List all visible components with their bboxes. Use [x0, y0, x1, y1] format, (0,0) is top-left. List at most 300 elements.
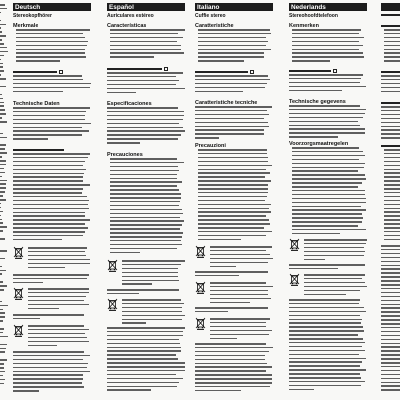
next-partial-column: [381, 0, 400, 400]
text-line: [13, 278, 87, 280]
text-line: [0, 371, 5, 373]
text-line: [0, 98, 3, 100]
text-line: [107, 138, 178, 140]
text-line: [384, 200, 400, 202]
text-line: [195, 311, 228, 313]
logo-icon: [333, 69, 337, 73]
text-line: [13, 165, 83, 167]
text-line: [292, 41, 359, 43]
text-line: [381, 284, 400, 286]
text-line: [0, 59, 1, 61]
text-line: [198, 49, 271, 51]
text-line: [110, 33, 178, 35]
text-line: [107, 88, 185, 90]
section-heading-placeholder: [107, 68, 162, 71]
crossed-bin-icon: [13, 246, 24, 259]
text-line: [0, 160, 6, 162]
text-line: [13, 87, 90, 89]
text-line: [122, 280, 179, 282]
text-line: [289, 311, 366, 313]
text-line: [384, 49, 400, 51]
text-line: [13, 107, 90, 109]
text-line: [110, 201, 180, 203]
text-line: [384, 29, 400, 31]
text-line: [110, 181, 182, 183]
text-line: [0, 383, 4, 385]
nederlands-column-content: [289, 0, 367, 400]
section-heading-placeholder: [13, 149, 64, 152]
text-line: [28, 292, 89, 294]
text-line: [381, 350, 400, 352]
text-line: [13, 359, 83, 361]
text-line: [210, 318, 270, 320]
text-line: [122, 299, 181, 301]
text-line: [198, 172, 270, 174]
crossed-bin-icon: [107, 298, 118, 311]
language-label: Deutsch: [15, 3, 41, 11]
text-line: [384, 227, 400, 229]
language-header-bar: [289, 3, 367, 11]
text-line: [289, 381, 365, 383]
text-line: [210, 282, 266, 284]
text-line: [0, 35, 6, 37]
text-line: [210, 298, 271, 300]
text-line: [122, 303, 184, 305]
product-subtitle: Cuffie stereo: [195, 12, 226, 19]
text-line: [0, 211, 3, 213]
text-line: [289, 346, 362, 348]
text-line: [289, 319, 362, 321]
text-line: [0, 273, 2, 275]
text-line: [195, 275, 239, 277]
text-line: [304, 239, 367, 241]
text-line: [107, 382, 179, 384]
text-line: [107, 362, 185, 364]
text-line: [0, 336, 8, 338]
text-line: [107, 350, 181, 352]
text-line: [122, 311, 182, 313]
text-line: [381, 366, 400, 368]
text-line: [381, 126, 400, 128]
text-line: [28, 300, 84, 302]
text-line: [384, 60, 400, 62]
text-line: [13, 235, 83, 237]
text-line: [16, 33, 83, 35]
text-line: [292, 233, 340, 235]
text-line: [384, 219, 400, 221]
text-line: [107, 127, 183, 129]
text-line: [292, 190, 365, 192]
text-line: [0, 121, 7, 123]
text-line: [198, 149, 267, 151]
text-line: [0, 266, 2, 268]
text-line: [304, 243, 366, 245]
text-line: [292, 147, 359, 149]
text-line: [289, 377, 361, 379]
text-line: [16, 56, 86, 58]
text-line: [381, 249, 400, 251]
text-line: [122, 268, 178, 270]
text-line: [13, 157, 88, 159]
text-line: [110, 197, 181, 199]
text-line: [289, 78, 361, 80]
text-line: [107, 134, 181, 136]
text-line: [384, 33, 400, 35]
text-line: [110, 29, 185, 31]
text-line: [0, 4, 5, 6]
text-line: [107, 354, 176, 356]
text-line: [13, 239, 62, 241]
text-line: [195, 129, 264, 131]
text-line: [28, 251, 85, 253]
precautions-heading: Precauciones: [107, 152, 143, 158]
text-line: [13, 173, 84, 175]
text-line: [289, 117, 363, 119]
text-line: [0, 222, 3, 224]
text-line: [0, 332, 3, 334]
text-line: [107, 107, 178, 109]
text-line: [107, 389, 151, 391]
section-heading-placeholder: [381, 102, 400, 105]
text-line: [0, 144, 6, 146]
text-line: [0, 113, 6, 115]
text-line: [107, 370, 185, 372]
text-line: [289, 365, 360, 367]
text-line: [110, 174, 177, 176]
text-line: [107, 115, 184, 117]
text-line: [122, 307, 182, 309]
text-line: [384, 161, 400, 163]
text-line: [292, 194, 365, 196]
text-line: [384, 184, 400, 186]
text-line: [195, 106, 272, 108]
text-line: [195, 126, 269, 128]
text-line: [0, 203, 1, 205]
text-line: [107, 84, 176, 86]
text-line: [0, 219, 2, 221]
text-line: [289, 132, 365, 134]
text-line: [0, 230, 3, 232]
text-line: [28, 337, 87, 339]
text-line: [107, 130, 185, 132]
text-line: [13, 378, 83, 380]
text-line: [198, 184, 268, 186]
text-line: [198, 235, 266, 237]
text-line: [110, 228, 180, 230]
text-line: [0, 316, 5, 318]
text-line: [0, 105, 4, 107]
precautions-heading: Voorzorgsmaatregelen: [289, 141, 349, 147]
text-line: [0, 379, 5, 381]
text-line: [0, 359, 7, 361]
text-line: [381, 253, 400, 255]
text-line: [28, 255, 86, 257]
text-line: [16, 37, 85, 39]
text-line: [13, 371, 90, 373]
text-line: [304, 286, 367, 288]
text-line: [0, 74, 1, 76]
text-line: [0, 117, 2, 119]
text-line: [289, 90, 342, 92]
text-line: [384, 231, 400, 233]
text-line: [381, 323, 400, 325]
text-line: [384, 239, 400, 241]
text-line: [107, 343, 180, 345]
text-line: [292, 33, 359, 35]
features-heading: Merkmale: [13, 23, 39, 29]
text-line: [381, 346, 400, 348]
text-line: [289, 125, 360, 127]
text-line: [0, 285, 7, 287]
text-line: [0, 195, 3, 197]
text-line: [195, 91, 243, 93]
text-line: [0, 109, 5, 111]
text-line: [13, 127, 82, 129]
crossed-bin-icon: [195, 245, 206, 258]
text-line: [107, 331, 183, 333]
text-line: [292, 45, 363, 47]
text-line: [195, 343, 266, 345]
text-line: [28, 296, 86, 298]
text-line: [13, 219, 90, 221]
espanol-column: [107, 0, 185, 400]
text-line: [13, 153, 90, 155]
text-line: [381, 331, 400, 333]
text-line: [198, 227, 264, 229]
text-line: [289, 361, 362, 363]
text-line: [384, 37, 400, 39]
text-line: [195, 114, 269, 116]
text-line: [304, 259, 325, 261]
text-line: [304, 274, 365, 276]
text-line: [304, 294, 346, 296]
text-line: [198, 37, 266, 39]
text-line: [381, 133, 400, 135]
text-line: [122, 276, 178, 278]
text-line: [381, 91, 400, 93]
language-label: Español: [109, 3, 134, 11]
text-line: [122, 264, 181, 266]
text-line: [0, 281, 3, 283]
text-line: [0, 180, 7, 182]
text-line: [198, 223, 270, 225]
text-line: [13, 188, 83, 190]
language-label: Italiano: [197, 3, 220, 11]
text-line: [381, 261, 400, 263]
text-line: [0, 137, 7, 139]
italiano-column-content: [195, 0, 273, 400]
crossed-bin-icon: [289, 273, 300, 286]
text-line: [289, 369, 366, 371]
features-heading: Características: [107, 23, 147, 29]
text-line: [13, 123, 91, 125]
product-subtitle: Stereohoofdtelefoon: [289, 12, 338, 19]
text-line: [0, 191, 5, 193]
text-line: [195, 307, 268, 309]
text-line: [16, 29, 90, 31]
text-line: [0, 301, 2, 303]
text-line: [13, 274, 89, 276]
next-partial-column-content: [381, 0, 400, 400]
text-line: [198, 192, 268, 194]
text-line: [210, 250, 266, 252]
text-line: [289, 350, 365, 352]
text-line: [16, 45, 87, 47]
text-line: [198, 33, 271, 35]
text-line: [384, 41, 400, 43]
text-line: [198, 29, 270, 31]
text-line: [198, 165, 272, 167]
text-line: [210, 330, 272, 332]
text-line: [107, 72, 183, 74]
text-line: [198, 204, 271, 206]
text-line: [0, 70, 4, 72]
text-line: [107, 289, 179, 291]
text-line: [381, 374, 400, 376]
text-line: [0, 148, 5, 150]
text-line: [110, 162, 184, 164]
text-line: [13, 192, 82, 194]
text-line: [107, 339, 179, 341]
text-line: [13, 374, 83, 376]
text-line: [110, 224, 182, 226]
text-line: [107, 374, 176, 376]
text-line: [28, 308, 59, 310]
text-line: [381, 319, 400, 321]
text-line: [122, 260, 185, 262]
text-line: [292, 229, 366, 231]
product-subtitle: Auriculares estéreo: [107, 12, 154, 19]
text-line: [292, 217, 363, 219]
text-line: [28, 247, 87, 249]
section-heading-placeholder: [381, 71, 400, 74]
text-line: [13, 215, 85, 217]
text-line: [195, 133, 264, 135]
text-line: [195, 366, 272, 368]
text-line: [0, 289, 4, 291]
text-line: [110, 158, 177, 160]
text-line: [195, 374, 272, 376]
text-line: [381, 118, 400, 120]
text-line: [195, 118, 264, 120]
text-line: [381, 280, 400, 282]
text-line: [195, 382, 272, 384]
text-line: [292, 225, 358, 227]
text-line: [107, 378, 183, 380]
crossed-bin-icon: [13, 287, 24, 300]
text-line: [195, 122, 268, 124]
text-line: [384, 215, 400, 217]
text-line: [292, 198, 366, 200]
text-line: [13, 227, 88, 229]
previous-partial-column: [0, 0, 8, 400]
text-line: [198, 215, 266, 217]
text-line: [210, 322, 266, 324]
language-header-bar: [195, 3, 273, 11]
subtitle-placeholder: [381, 14, 400, 16]
text-line: [381, 272, 400, 274]
text-line: [289, 342, 365, 344]
text-line: [289, 74, 363, 76]
text-line: [381, 276, 400, 278]
text-line: [210, 326, 266, 328]
text-line: [289, 385, 361, 387]
text-line: [289, 389, 314, 391]
text-line: [110, 52, 184, 54]
text-line: [195, 355, 265, 357]
text-line: [0, 66, 3, 68]
text-line: [122, 315, 185, 317]
text-line: [381, 343, 400, 345]
text-line: [13, 169, 86, 171]
text-line: [0, 164, 6, 166]
text-line: [198, 56, 264, 58]
text-line: [198, 161, 268, 163]
text-line: [195, 351, 269, 353]
text-line: [289, 128, 365, 130]
text-line: [292, 174, 365, 176]
logo-icon: [250, 70, 254, 74]
text-line: [384, 235, 400, 237]
specs-heading: Technische gegevens: [289, 99, 346, 105]
text-line: [107, 123, 179, 125]
language-header-bar: [381, 3, 400, 11]
text-line: [110, 41, 177, 43]
text-line: [195, 79, 270, 81]
text-line: [110, 178, 177, 180]
text-line: [195, 390, 241, 392]
text-line: [13, 282, 43, 284]
text-line: [110, 220, 184, 222]
text-line: [28, 288, 89, 290]
text-line: [13, 314, 84, 316]
text-line: [195, 347, 273, 349]
text-line: [0, 55, 4, 57]
text-line: [0, 156, 2, 158]
text-line: [384, 149, 400, 151]
text-line: [110, 232, 183, 234]
text-line: [381, 362, 400, 364]
text-line: [110, 240, 181, 242]
text-line: [107, 111, 184, 113]
text-line: [381, 122, 400, 124]
text-line: [198, 219, 269, 221]
text-line: [0, 226, 7, 228]
text-line: [384, 192, 400, 194]
text-line: [13, 367, 87, 369]
text-line: [289, 338, 363, 340]
text-line: [195, 359, 265, 361]
text-line: [13, 83, 91, 85]
text-line: [384, 165, 400, 167]
text-line: [292, 182, 362, 184]
text-line: [292, 221, 362, 223]
text-line: [381, 75, 400, 77]
text-line: [289, 299, 360, 301]
deutsch-column-content: [13, 0, 91, 400]
text-line: [381, 87, 400, 89]
text-line: [289, 334, 358, 336]
text-line: [13, 223, 85, 225]
text-line: [107, 119, 183, 121]
text-line: [210, 262, 268, 264]
text-line: [110, 49, 181, 51]
text-line: [0, 31, 2, 33]
text-line: [13, 212, 85, 214]
text-line: [28, 304, 89, 306]
text-line: [289, 303, 359, 305]
nederlands-column: [289, 0, 367, 400]
